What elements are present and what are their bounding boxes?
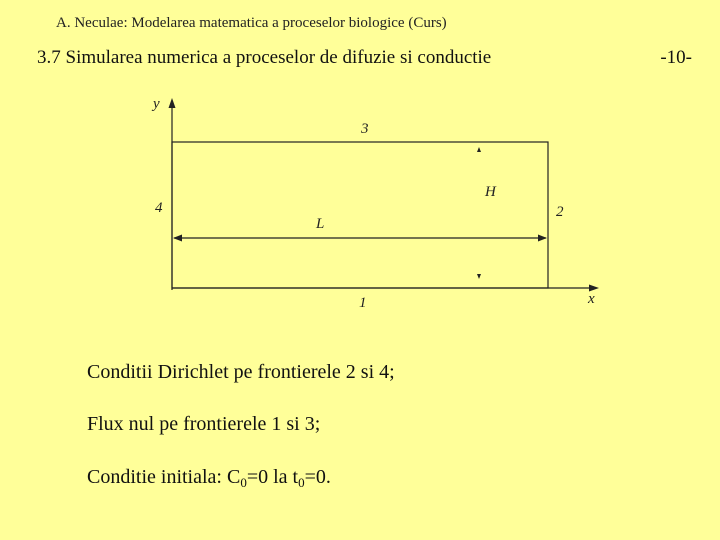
boundary-4-label: 4 (155, 200, 163, 216)
section-title: 3.7 Simularea numerica a proceselor de difuzie si conductie (37, 47, 492, 68)
c-subscript: 0 (240, 475, 247, 490)
initial-condition-suffix: =0. (304, 466, 331, 488)
x-axis-label: x (588, 291, 595, 307)
height-mark-bottom (477, 274, 481, 279)
length-label: L (316, 216, 325, 232)
page-number: -10- (660, 47, 692, 68)
height-mark-top (477, 147, 481, 152)
height-label: H (485, 184, 496, 200)
boundary-3-label: 3 (361, 121, 369, 137)
length-arrowhead-left (173, 235, 182, 242)
boundary-1-label: 1 (359, 295, 367, 311)
length-arrowhead-right (538, 235, 547, 242)
domain-rectangle (172, 142, 548, 288)
dirichlet-condition: Conditii Dirichlet pe frontierele 2 si 4; (87, 361, 395, 383)
t-subscript: 0 (298, 475, 305, 490)
course-header: A. Neculae: Modelarea matematica a proceselor biologice (Curs) (56, 15, 447, 31)
initial-condition-middle: =0 la t (246, 466, 299, 488)
initial-condition (87, 465, 331, 489)
y-axis-label: y (153, 96, 160, 112)
y-axis-arrowhead (169, 98, 176, 108)
boundary-2-label: 2 (556, 204, 564, 220)
flux-condition: Flux nul pe frontierele 1 si 3; (87, 413, 321, 435)
initial-condition-prefix: Conditie initiala: C (87, 466, 241, 488)
